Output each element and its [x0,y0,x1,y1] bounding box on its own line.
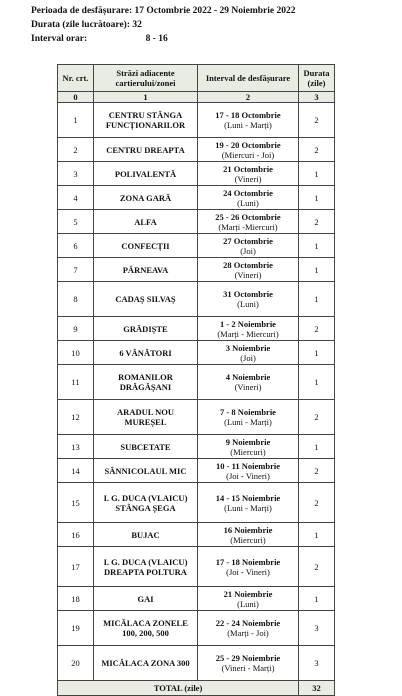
street-name: ROMANILOR DRĂGĂȘANI [94,365,198,400]
interval-cell [198,400,299,435]
row-number: 1 [58,103,94,138]
interval-cell [198,611,299,646]
interval-cell [198,138,299,162]
table-row [58,365,335,400]
row-number: 18 [58,587,94,611]
interval-dates: 19 - 20 Octombrie [215,139,281,150]
duration-days: 2 [299,547,335,587]
interval-dates: 7 - 8 Noiembrie [220,407,276,417]
interval-dates: 1 - 2 Noiembrie [220,318,276,329]
duration-days: 2 [299,103,335,138]
street-name: ALFA [94,210,198,234]
duration-days: 3 [299,611,335,646]
table-row [58,103,335,138]
interval-cell [198,258,299,282]
duration-days: 2 [299,210,335,234]
duration-days: 2 [299,483,335,523]
street-name: ZONA GARĂ [94,186,198,210]
interval-days: (Luni) [237,598,259,609]
period-line [31,4,295,18]
row-number: 2 [58,138,94,162]
row-number: 12 [58,400,94,435]
row-number: 6 [58,234,94,258]
street-name: ARADUL NOU MUREȘEL [94,400,198,435]
table-row [58,234,335,258]
table-row [58,138,335,162]
table-row [58,341,335,365]
row-number: 8 [58,282,94,317]
interval-dates: 31 Octombrie [223,289,273,299]
col-number: 2 [198,92,299,103]
interval-dates: 21 Octombrie [223,163,273,174]
interval-cell [198,162,299,186]
duration-days: 1 [299,258,335,282]
duration-days: 1 [299,435,335,459]
interval-dates: 24 Octombrie [223,187,273,198]
street-name: POLIVALENTĂ [94,162,198,186]
interval-dates: 17 - 18 Octombrie [215,110,281,120]
street-name: GRĂDIȘTE [94,317,198,341]
interval-cell [198,365,299,400]
interval-dates: 9 Noiembrie [225,436,271,447]
interval-days: (Miercuri) [230,446,266,457]
row-number: 19 [58,611,94,646]
street-name: MICĂLACA ZONA 300 [94,646,198,681]
interval-dates: 3 Noiembrie [225,342,271,353]
interval-days: (Joi) [240,352,256,363]
duration-days: 1 [299,162,335,186]
row-number: 14 [58,459,94,483]
interval-label: Interval orar: [31,34,88,44]
interval-days: (Joi) [240,245,256,256]
interval-cell [198,186,299,210]
street-name: CADAȘ SILVAȘ [94,282,198,317]
interval-cell [198,103,299,138]
period-label: Perioada de desfășurare: [31,6,133,16]
col-header-interval: Interval de desfășurare [198,65,299,92]
duration-days: 1 [299,365,335,400]
table-row [58,435,335,459]
interval-dates: 22 - 24 Noiembrie [215,618,281,628]
street-name: CENTRU DREAPTA [94,138,198,162]
street-name: PÂRNEAVA [94,258,198,282]
interval-days: (Luni) [237,197,259,208]
table-row [58,611,335,646]
interval-days: (Marți -Miercuri) [218,221,278,232]
period-value: 17 Octombrie 2022 - 29 Noiembrie 2022 [134,6,296,16]
interval-days: (Miercuri) [230,534,266,545]
table-row [58,400,335,435]
interval-dates: 10 - 11 Noiembrie [216,460,280,471]
duration-days: 1 [299,587,335,611]
interval-cell [198,435,299,459]
table-row [58,547,335,587]
street-name: SÂNNICOLAUL MIC [94,459,198,483]
table-row [58,646,335,681]
interval-cell [198,317,299,341]
schedule-table [57,64,335,696]
interval-line [31,32,295,46]
interval-days: (Joi - Vineri) [226,566,270,577]
total-label: TOTAL (zile) [58,681,299,696]
row-number: 15 [58,483,94,523]
duration-value: 32 [132,20,142,30]
duration-days: 2 [299,317,335,341]
interval-dates: 21 Noiembrie [223,588,273,599]
table-row [58,459,335,483]
interval-days: (Vineri) [234,173,262,184]
interval-days: (Vineri) [234,269,262,280]
interval-dates: 4 Noiembrie [225,372,271,382]
duration-days: 1 [299,234,335,258]
col-number: 3 [299,92,335,103]
row-number: 20 [58,646,94,681]
interval-cell [198,341,299,365]
interval-dates: 25 - 26 Octombrie [215,211,281,222]
interval-days: (Luni) [237,299,259,309]
table-row [58,258,335,282]
duration-days: 2 [299,138,335,162]
interval-dates: 16 Noiembrie [223,524,273,535]
street-name: BUJAC [94,523,198,547]
interval-days: (Luni - Marți) [224,417,272,427]
interval-days: (Marți - Miercuri) [217,328,279,339]
duration-days: 3 [299,646,335,681]
street-name: MICĂLACA ZONELE 100, 200, 500 [94,611,198,646]
table-row [58,317,335,341]
interval-cell [198,547,299,587]
interval-days: (Marți - Joi) [227,628,269,638]
row-number: 4 [58,186,94,210]
col-number: 1 [94,92,198,103]
interval-days: (Miercuri - Joi) [221,149,275,160]
row-number: 3 [58,162,94,186]
duration-days: 2 [299,459,335,483]
duration-days: 1 [299,523,335,547]
street-name: I. G. DUCA (VLAICU) DREAPTA POLTURA [94,547,198,587]
row-number: 10 [58,341,94,365]
street-name: 6 VÂNĂTORI [94,341,198,365]
interval-dates: 17 - 18 Noiembrie [215,556,281,567]
street-name: I. G. DUCA (VLAICU) STÂNGA ȘEGA [94,483,198,523]
row-number: 13 [58,435,94,459]
col-header-nr: Nr. crt. [58,65,94,92]
row-number: 5 [58,210,94,234]
interval-days: (Luni - Marți) [224,120,272,130]
row-number: 9 [58,317,94,341]
interval-cell [198,523,299,547]
duration-days: 2 [299,400,335,435]
table-row [58,483,335,523]
table-row [58,587,335,611]
interval-dates: 27 Octombrie [223,235,273,246]
table-row [58,282,335,317]
row-number: 16 [58,523,94,547]
row-number: 11 [58,365,94,400]
interval-cell [198,587,299,611]
interval-value: 8 - 16 [145,34,168,44]
table-header-row [58,65,335,92]
interval-cell [198,210,299,234]
col-header-duration: Durata (zile) [299,65,335,92]
interval-cell [198,282,299,317]
interval-dates: 25 - 29 Noiembrie [215,653,281,663]
table-row [58,162,335,186]
col-number: 0 [58,92,94,103]
interval-cell [198,483,299,523]
street-name: CONFECȚII [94,234,198,258]
street-name: GAI [94,587,198,611]
row-number: 17 [58,547,94,587]
table-row [58,186,335,210]
interval-days: (Vineri) [234,382,262,392]
interval-dates: 14 - 15 Noiembrie [215,492,281,503]
row-number: 7 [58,258,94,282]
total-row [58,681,335,696]
interval-days: (Joi - Vineri) [226,470,270,481]
street-name: SUBCETATE [94,435,198,459]
column-number-row [58,92,335,103]
duration-days: 1 [299,341,335,365]
duration-days: 1 [299,282,335,317]
col-header-streets: Străzi adiacente cartierului/zonei [94,65,198,92]
duration-line [31,18,295,32]
duration-label: Durata (zile lucrătoare): [31,20,131,30]
interval-days: (Luni - Marți) [224,502,272,513]
street-name: CENTRU STÂNGA FUNCȚIONARILOR [94,103,198,138]
duration-days: 1 [299,186,335,210]
table-row [58,523,335,547]
interval-dates: 28 Octombrie [223,259,273,270]
total-value: 32 [299,681,335,696]
interval-cell [198,459,299,483]
table-row [58,210,335,234]
interval-days: (Vineri - Marți) [221,663,275,673]
interval-cell [198,234,299,258]
interval-cell [198,646,299,681]
document-header [31,4,295,46]
